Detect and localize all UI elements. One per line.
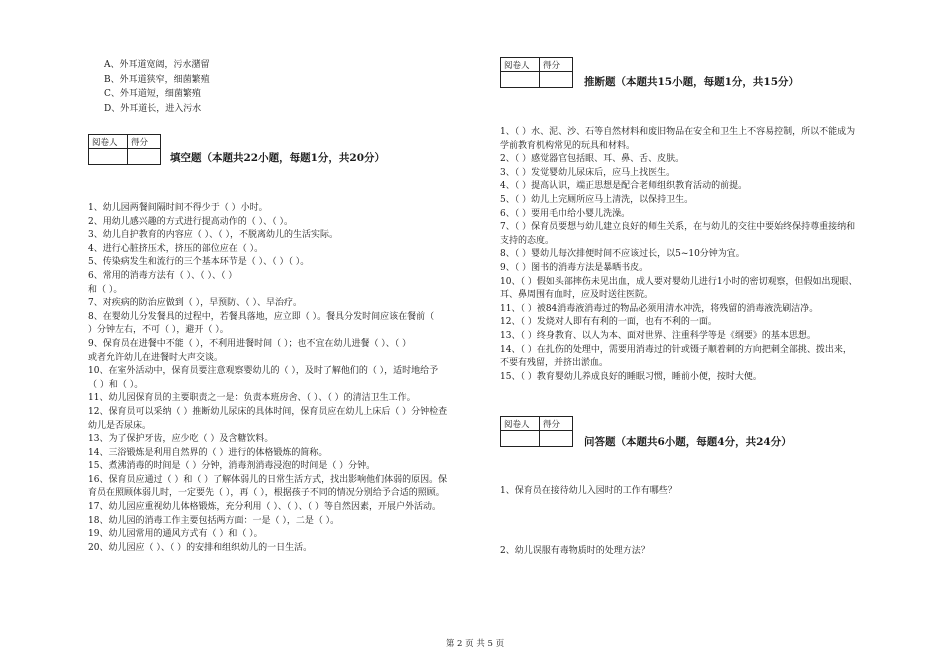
question-line: 12、保育员可以采纳（ ）推断幼儿尿床的具体时间，保育员应在幼儿上床后（ ）分钟检查 <box>88 406 448 417</box>
question-line: 10、在室外活动中，保育员要注意观察婴幼儿的（ ），及时了解他们的（ ），适时地给予 <box>88 366 439 377</box>
question-line: 育员在照顾体弱儿时，一定要先（ ），再（ ），根据孩子不同的情况分别给予合适的照顾。 <box>88 488 445 499</box>
question-line: 6、常用的消毒方法有（ ）、（ ）、（ ） <box>88 270 238 281</box>
fill-blank-title: 填空题（本题共22小题，每题1分，共20分） <box>170 152 386 164</box>
question-line: 11、幼儿园保育员的主要职责之一是：负责本班房舍、（ ）、（ ）的清洁卫生工作。 <box>88 393 416 404</box>
judge-title: 推断题（本题共15小题，每题1分，共15分） <box>584 76 800 88</box>
option-d: D、外耳道长，进入污水 <box>104 103 202 114</box>
question-line: 19、幼儿园常用的通风方式有（ ）和（ ）。 <box>88 529 263 540</box>
question-line: 3、（ ）发觉婴幼儿尿床后，应马上找医生。 <box>500 167 676 178</box>
score-label: 得分 <box>540 58 573 72</box>
fill-blank-header <box>88 134 161 165</box>
grader-score-box <box>500 416 573 447</box>
question-line: 3、幼儿自护教育的内容应（ ）、（ ），不脱离幼儿的生活实际。 <box>88 230 338 241</box>
judge-header <box>500 57 573 88</box>
question-line: 5、传染病发生和流行的三个基本环节是（ ）、（ ）（ ）。 <box>88 257 310 268</box>
question-line: 1、（ ）水、泥、沙、石等自然材料和废旧物品在安全和卫生上不容易控制，所以不能成为 <box>500 127 856 137</box>
option-a: A、外耳道宽阔，污水潴留 <box>104 60 210 70</box>
grader-score-box <box>500 57 573 88</box>
question-line: 9、（ ）图书的消毒方法是暴晒书皮。 <box>500 262 649 273</box>
question-line: 2、用幼儿感兴趣的方式进行提高动作的（ ）、（ ）。 <box>88 216 293 227</box>
question-line: 幼儿是否尿床。 <box>88 420 152 431</box>
qa-title: 问答题（本题共6小题，每题4分，共24分） <box>584 436 792 448</box>
qa-question-1: 1、保育员在接待幼儿入园时的工作有哪些？ <box>500 486 677 496</box>
question-line: 15、（ ）教育婴幼儿养成良好的睡眠习惯，睡前小便，按时大便。 <box>500 371 762 382</box>
question-line: ）分钟左右，不可（ ），避开（ ）。 <box>88 325 229 336</box>
question-line: 11、（ ）被84消毒液消毒过的物品必须用清水冲洗，将残留的消毒液洗刷洁净。 <box>500 303 819 314</box>
question-line: 14、三浴锻炼是利用自然界的（ ）进行的体格锻炼的简称。 <box>88 447 328 458</box>
question-line: （ ）和（ ）。 <box>88 379 144 390</box>
question-line: 6、（ ）要用毛巾给小婴儿洗澡。 <box>500 208 631 219</box>
question-line: 12、（ ）发烧对人即有有利的一面，也有不利的一面。 <box>500 317 717 328</box>
question-line: 9、保育员在进餐中不能（ ），不利用进餐时间（ ）；也不宜在幼儿进餐（ ）、（ ） <box>88 338 412 349</box>
question-line: 16、保育员应通过（ ）和（ ）了解体弱儿的日常生活方式，找出影响他们体弱的原因。保 <box>88 474 448 485</box>
multiple-choice-options <box>88 58 210 116</box>
question-line: 20、幼儿园应（ ）、（ ）的安排和组织幼儿的一日生活。 <box>88 542 313 553</box>
question-line: 1、幼儿园两餐间隔时间不得少于（ ）小时。 <box>88 203 268 213</box>
question-line: 4、（ ）提高认识，端正思想是配合老师组织教育活动的前提。 <box>500 181 748 192</box>
question-line: 13、为了保护牙齿，应少吃（ ）及含糖饮料。 <box>88 434 274 445</box>
question-line: 10、（ ）假如头部摔伤未见出血，成人要对婴幼儿进行1小时的密切观察，但假如出现眼、 <box>500 276 858 287</box>
question-line: 17、幼儿园应重视幼儿体格锻炼，充分利用（ ）、（ ）、（ ）等自然因素，开展户外活动。 <box>88 502 442 513</box>
grader-label: 阅卷人 <box>501 58 540 72</box>
qa-header <box>500 416 573 447</box>
question-line: 13、（ ）终身教育、以人为本、面对世界、注重科学等是《纲要》的基本思想。 <box>500 330 816 341</box>
grader-score-box <box>88 134 161 165</box>
question-line: 15、煮沸消毒的时间是（ ）分钟，消毒剂消毒浸泡的时间是（ ）分钟。 <box>88 461 376 472</box>
question-line: 7、对疾病的防治应做到（ ），早预防、（ ）、早治疗。 <box>88 298 302 309</box>
question-line: 学前教育机构常见的玩具和材料。 <box>500 140 636 151</box>
question-line: 4、进行心脏挤压术，挤压的部位应在（ ）。 <box>88 243 264 254</box>
question-line: 18、幼儿园的消毒工作主要包括两方面：一是（ ），二是（ ）。 <box>88 515 340 526</box>
score-label: 得分 <box>540 417 573 431</box>
page-number: 第 2 页 共 5 页 <box>445 639 505 649</box>
question-line: 2、（ ）感觉器官包括眼、耳、鼻、舌、皮肤。 <box>500 154 685 165</box>
question-line: 8、（ ）婴幼儿每次排便时间不应该过长，以5~10分钟为宜。 <box>500 249 745 260</box>
option-b: B、外耳道狭窄，细菌繁殖 <box>104 74 210 85</box>
score-label: 得分 <box>128 135 161 149</box>
judge-questions <box>500 126 910 384</box>
grader-label: 阅卷人 <box>89 135 128 149</box>
question-line: 和（ ）。 <box>88 284 123 295</box>
grader-label: 阅卷人 <box>501 417 540 431</box>
question-line: 5、（ ）幼儿上完厕所应马上清洗，以保持卫生。 <box>500 194 694 205</box>
question-line: 7、（ ）保育员要想与幼儿建立良好的师生关系，在与幼儿的交往中要始终保持尊重接纳和 <box>500 222 856 233</box>
fill-blank-questions <box>88 202 488 555</box>
question-line: 或者允许幼儿在进餐时大声交谈。 <box>88 352 224 363</box>
option-c: C、外耳道短，细菌繁殖 <box>104 89 201 99</box>
question-line: 耳、鼻周围有血时，应及时送往医院。 <box>500 290 654 301</box>
question-line: 14、（ ）在扎伤的处理中，需要用消毒过的针或镊子顺着刺的方向把刺全部挑、拨出来， <box>500 344 852 355</box>
question-line: 8、在婴幼儿分发餐具的过程中，若餐具落地，应立即（ ）。餐具分发时间应该在餐前（ <box>88 311 435 322</box>
qa-question-2: 2、幼儿误服有毒物质时的处理方法？ <box>500 546 650 556</box>
question-line: 不要有残留，并挤出淤血。 <box>500 358 609 369</box>
question-line: 支持的态度。 <box>500 235 555 246</box>
